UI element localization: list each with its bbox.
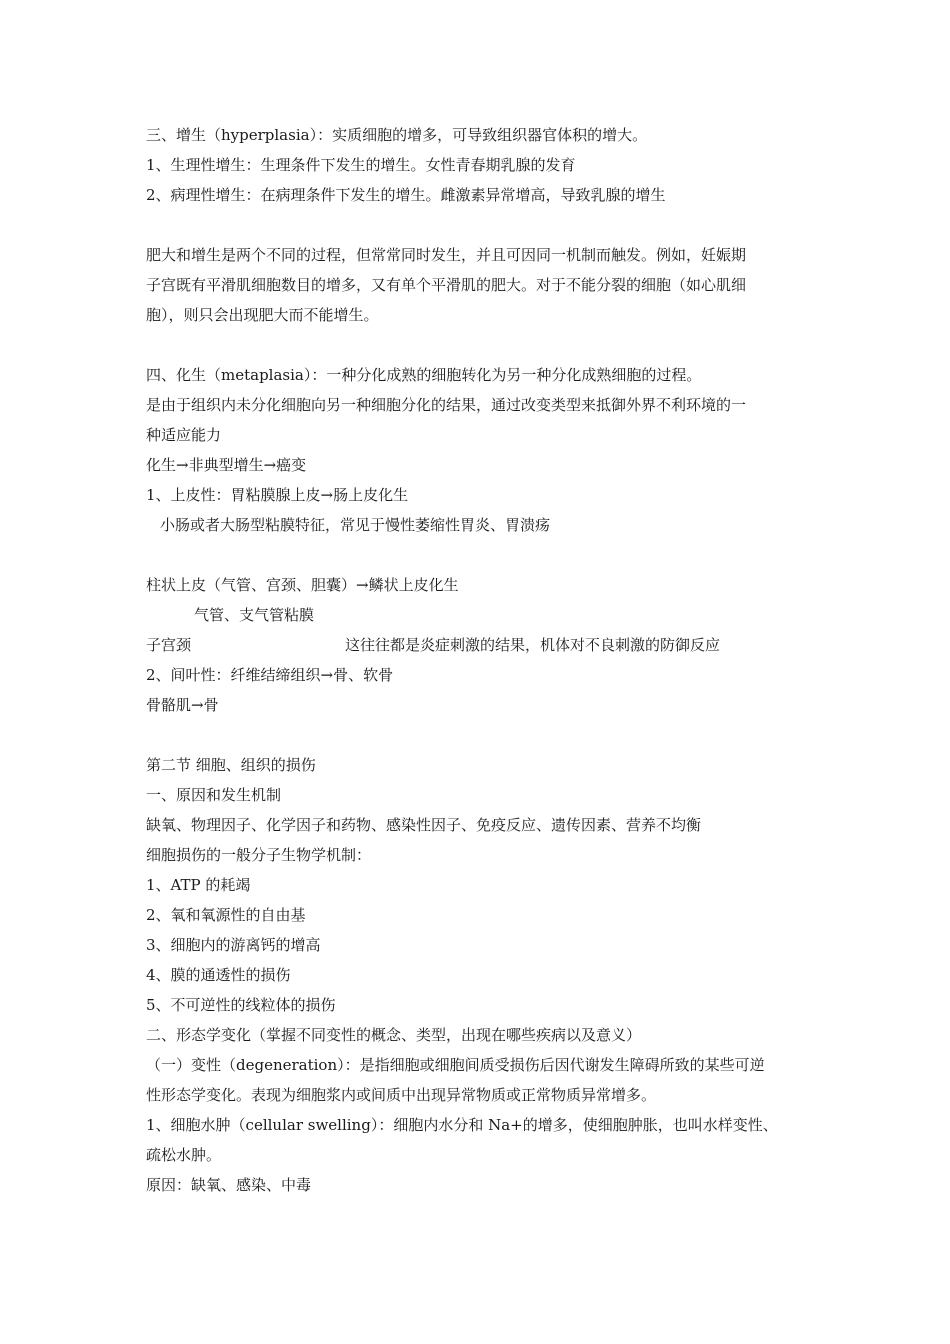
swelling-line-2: 疏松水肿。 — [146, 1146, 222, 1164]
paragraph-gap — [146, 330, 816, 360]
degeneration-line-1: （一）变性（degeneration）：是指细胞或细胞间质受损伤后因代谢发生障碍所致的某些可逆 — [146, 1056, 765, 1074]
degeneration-line-2: 性形态学变化。表现为细胞浆内或间质中出现异常物质或正常物质异常增多。 — [146, 1086, 657, 1104]
airway-mucosa-line: 气管、支气管粘膜 — [194, 606, 315, 624]
mechanism-item: 3、细胞内的游离钙的增高 — [146, 936, 321, 954]
paragraph-gap — [146, 540, 816, 570]
section-two-title: 第二节 细胞、组织的损伤 — [146, 756, 316, 774]
cervix-label: 子宫颈 — [146, 636, 192, 654]
document-page — [146, 120, 816, 1200]
mechanism-item: 4、膜的通透性的损伤 — [146, 966, 291, 984]
swelling-cause: 原因：缺氧、感染、中毒 — [146, 1176, 312, 1194]
cervix-note: 这往往都是炎症刺激的结果，机体对不良刺激的防御反应 — [345, 636, 721, 654]
mechanism-item: 5、不可逆性的线粒体的损伤 — [146, 996, 336, 1014]
metaplasia-item-mesenchymal: 2、间叶性：纤维结缔组织→骨、软骨 — [146, 666, 394, 684]
hyperplasia-item-pathological: 2、病理性增生：在病理条件下发生的增生。雌激素异常增高，导致乳腺的增生 — [146, 186, 666, 204]
mechanisms-title: 细胞损伤的一般分子生物学机制： — [146, 846, 372, 864]
paragraph-gap — [146, 720, 816, 750]
mechanism-item: 1、ATP 的耗竭 — [146, 876, 251, 894]
skeletal-muscle-line: 骨骼肌→骨 — [146, 696, 219, 714]
mechanism-item: 2、氧和氧源性的自由基 — [146, 906, 306, 924]
paragraph-gap — [146, 210, 816, 240]
metaplasia-desc-2: 种适应能力 — [146, 426, 222, 444]
metaplasia-sequence: 化生→非典型增生→癌变 — [146, 456, 307, 474]
morphology-title: 二、形态学变化（掌握不同变性的概念、类型，出现在哪些疾病以及意义） — [146, 1026, 642, 1044]
cervix-line — [146, 630, 816, 660]
comparison-line-1: 肥大和增生是两个不同的过程，但常常同时发生，并且可因同一机制而触发。例如，妊娠期 — [146, 246, 747, 264]
causes-list: 缺氧、物理因子、化学因子和药物、感染性因子、免疫反应、遗传因素、营养不均衡 — [146, 816, 702, 834]
causes-title: 一、原因和发生机制 — [146, 786, 282, 804]
comparison-line-2: 子宫既有平滑肌细胞数目的增多，又有单个平滑肌的肥大。对于不能分裂的细胞（如心肌细 — [146, 276, 747, 294]
hyperplasia-title: 三、增生（hyperplasia）：实质细胞的增多，可导致组织器官体积的增大。 — [146, 126, 648, 144]
metaplasia-desc-1: 是由于组织内未分化细胞向另一种细胞分化的结果，通过改变类型来抵御外界不利环境的一 — [146, 396, 747, 414]
metaplasia-item-epithelial-note: 小肠或者大肠型粘膜特征，常见于慢性萎缩性胃炎、胃溃疡 — [160, 516, 551, 534]
metaplasia-item-epithelial: 1、上皮性：胃粘膜腺上皮→肠上皮化生 — [146, 486, 409, 504]
swelling-line-1: 1、细胞水肿（cellular swelling）：细胞内水分和 Na+的增多，使细胞肿胀，也叫水样变性、 — [146, 1116, 778, 1134]
hyperplasia-item-physiological: 1、生理性增生：生理条件下发生的增生。女性青春期乳腺的发育 — [146, 156, 576, 174]
columnar-epithelium-line: 柱状上皮（气管、宫颈、胆囊）→鳞状上皮化生 — [146, 576, 459, 594]
metaplasia-title: 四、化生（metaplasia）：一种分化成熟的细胞转化为另一种分化成熟细胞的过程。 — [146, 366, 702, 384]
comparison-line-3: 胞），则只会出现肥大而不能增生。 — [146, 306, 379, 324]
